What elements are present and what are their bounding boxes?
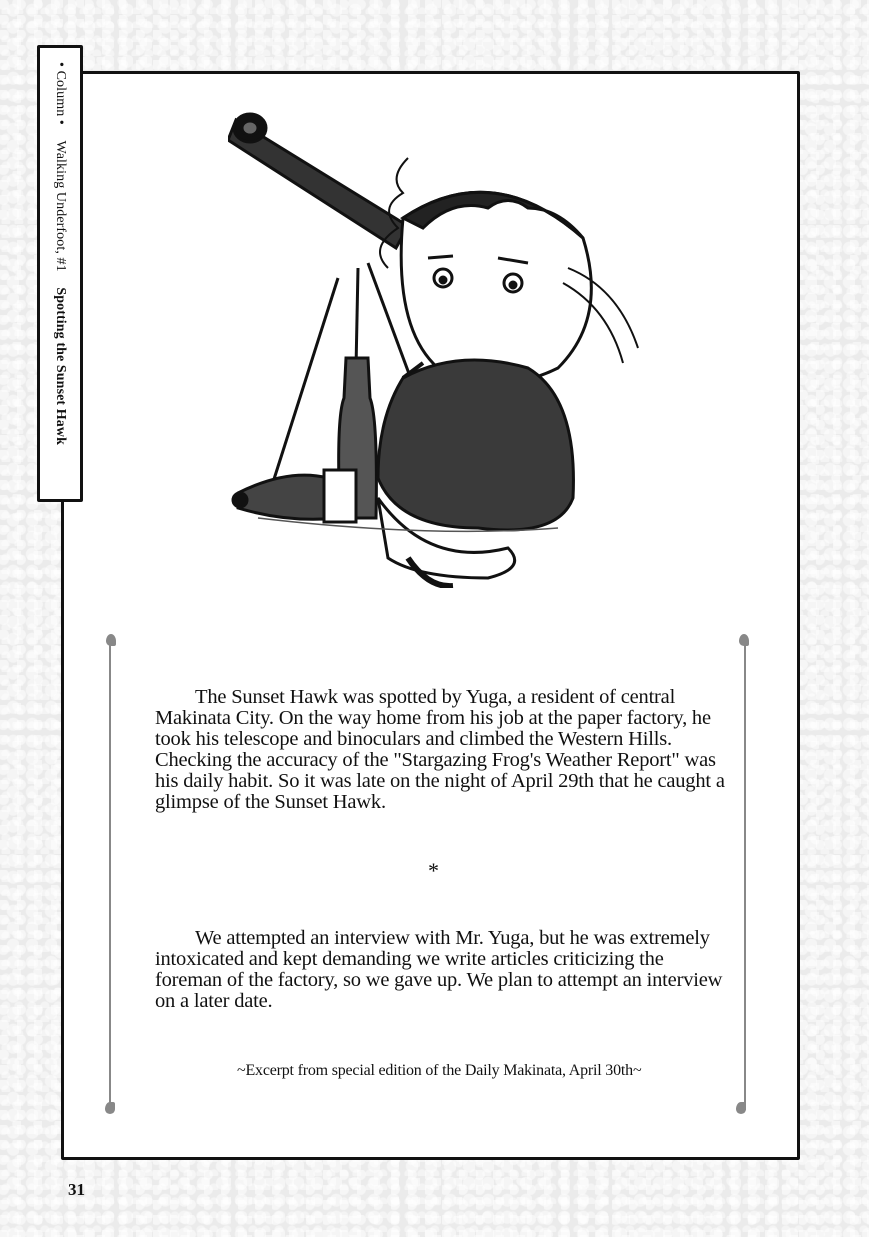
paragraph-1-text: The Sunset Hawk was spotted by Yuga, a resident of central Makinata City. On the way home from his job at the paper factory, he took his telescope and binoculars and climbed the Western Hills. Checking the accuracy of the "Stargazing Frog's Weather Report" was his daily habit. So it was late on the night of April 29th that he caught a glimpse of the Sunset Hawk. bbox=[155, 686, 725, 813]
page-number: 31 bbox=[68, 1180, 85, 1199]
article-signoff: ~Excerpt from special edition of the Daily Makinata, April 30th~ bbox=[237, 1062, 642, 1079]
illustration-child-with-telescope bbox=[228, 98, 648, 588]
article-title: Spotting the Sunset Hawk bbox=[53, 287, 68, 445]
section-separator: * bbox=[428, 858, 439, 883]
ornament-drop-bottom-left bbox=[105, 1102, 115, 1114]
article-paragraph-1 bbox=[155, 687, 735, 813]
side-tab-text bbox=[52, 62, 68, 445]
bracket-line-right bbox=[744, 640, 746, 1110]
paragraph-2-text: We attempted an interview with Mr. Yuga, but he was extremely intoxicated and kept demanding we write articles criticizing the foreman of the factory, so we gave up. We plan to attempt an interview on a later date. bbox=[155, 927, 723, 1012]
ornament-drop-top-right bbox=[739, 634, 749, 646]
ornament-drop-top-left bbox=[106, 634, 116, 646]
bracket-line-left bbox=[109, 640, 111, 1110]
ornament-drop-bottom-right bbox=[736, 1102, 746, 1114]
column-label: • Column • bbox=[53, 62, 68, 125]
column-side-tab bbox=[37, 45, 83, 502]
article-paragraph-2 bbox=[155, 928, 735, 1012]
series-label: Walking Underfoot, #1 bbox=[53, 140, 68, 272]
